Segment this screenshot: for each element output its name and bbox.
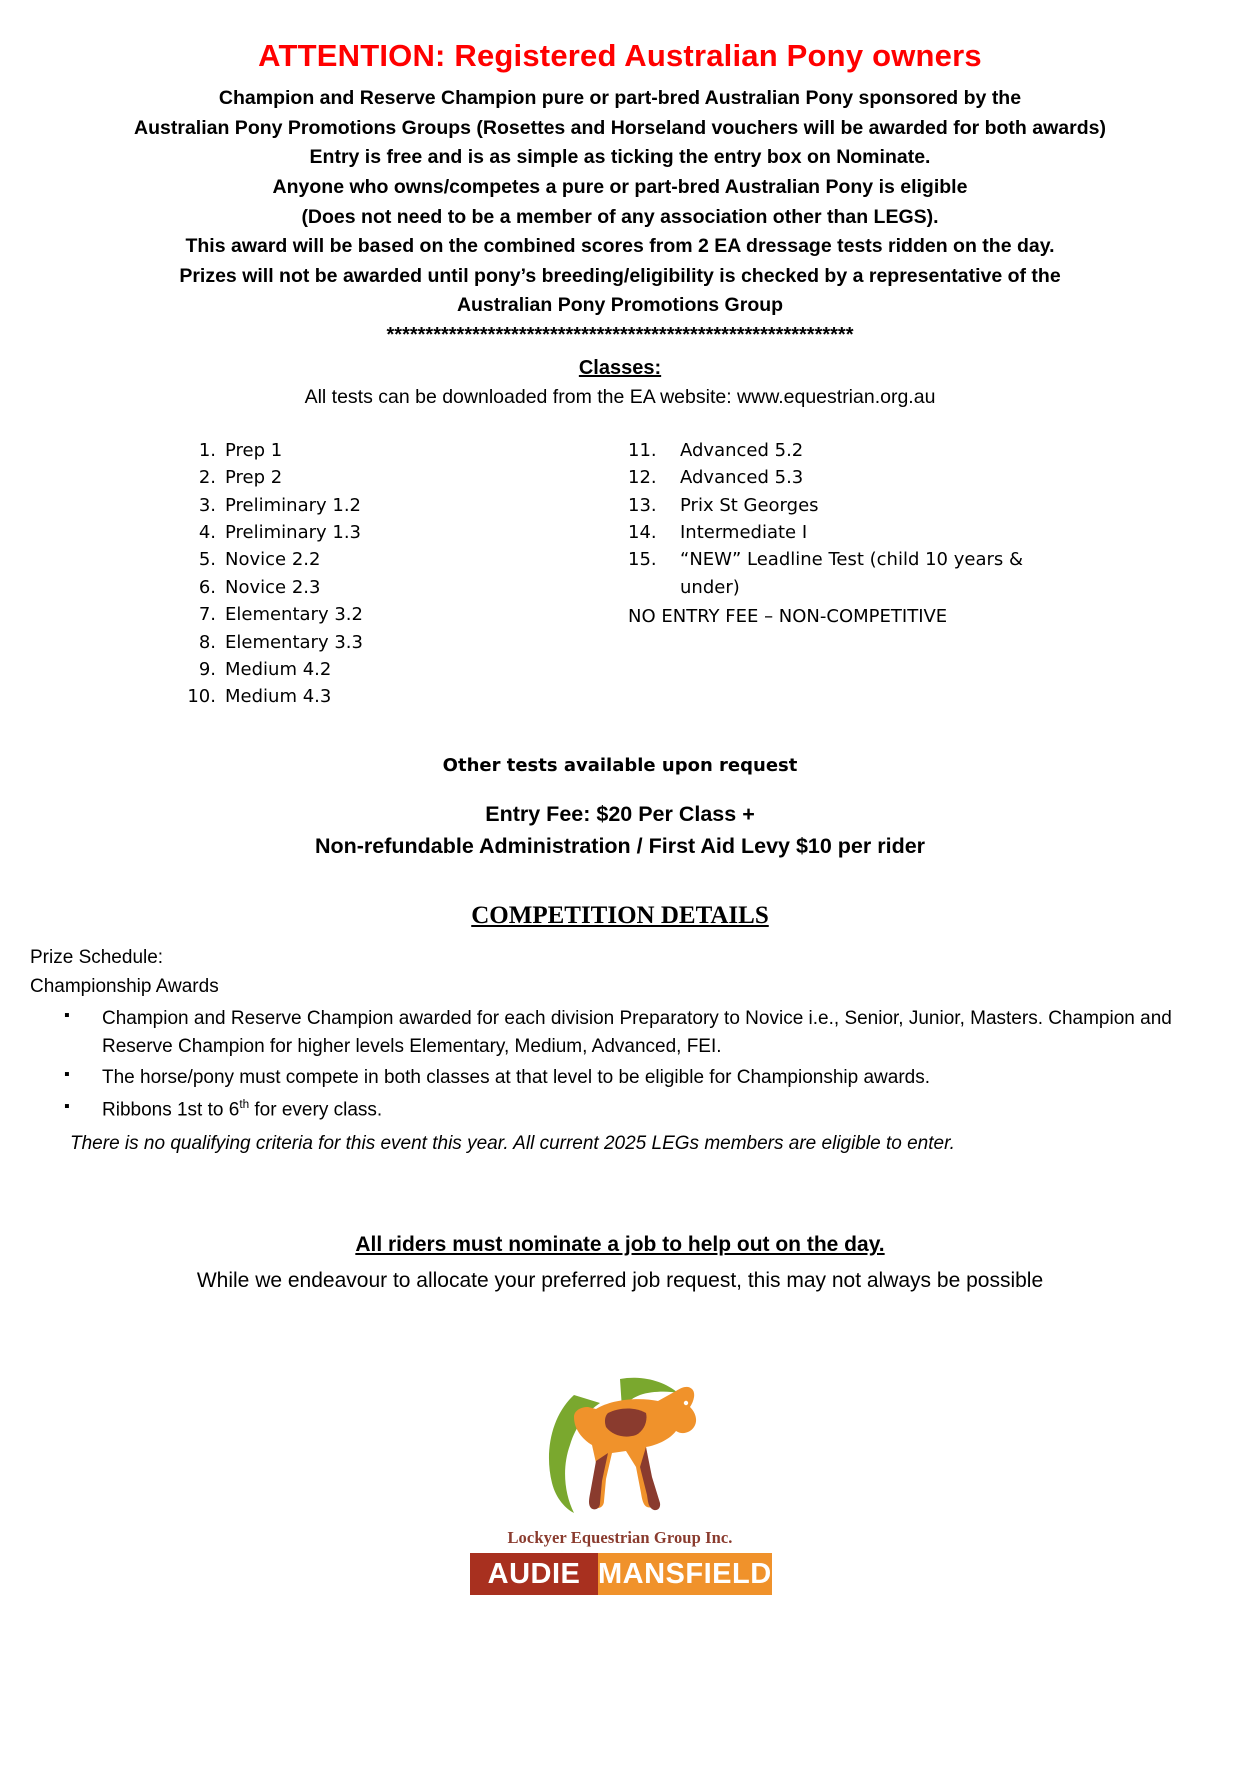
list-item-number: 2. (198, 467, 216, 489)
classes-column-left (170, 437, 600, 711)
list-item: ▪ Champion and Reserve Champion awarded for each division Preparatory to Novice i.e., Senior, Junior, Masters. Champion and Reserve Champion for higher levels Elementary, Medium, Advanced, FEI. (30, 1005, 1240, 1060)
classes-heading: Classes: (578, 357, 662, 379)
qualifying-criteria-note: There is no qualifying criteria for this event this year. All current 2025 LEGs members are eligible to enter. (70, 1132, 955, 1154)
list-item-number: 12. (628, 467, 657, 489)
logo-block (0, 1351, 1240, 1595)
list-item (170, 464, 600, 491)
horse-logo-icon (500, 1351, 740, 1526)
list-item-number: 14. (628, 522, 657, 544)
list-item-number: 1. (198, 440, 216, 461)
list-item-number: 15. (628, 549, 657, 571)
list-item-label: Preliminary 1.2 (225, 494, 361, 516)
list-item-label: Novice 2.2 (225, 549, 321, 571)
list-item (628, 464, 1088, 491)
list-item (170, 519, 600, 546)
classes-columns (0, 437, 1240, 711)
prize-schedule-label: Prize Schedule: (30, 947, 164, 969)
list-item (170, 492, 600, 519)
list-item-number: 11. (628, 440, 657, 461)
list-item-number: 10. (187, 686, 216, 708)
list-item (170, 574, 600, 601)
list-item-number: 4. (198, 522, 216, 544)
list-item-number: 3. (198, 494, 216, 516)
list-item-label: Elementary 3.2 (225, 604, 363, 626)
list-item (170, 683, 600, 710)
list-item (30, 1096, 1240, 1124)
logo-word-audie: AUDIE (470, 1553, 598, 1595)
logo-wordmark (470, 1553, 770, 1595)
list-item-label: Medium 4.2 (225, 658, 332, 680)
intro-line: (Does not need to be a member of any association other than LEGS). (301, 205, 939, 228)
job-nomination-heading: All riders must nominate a job to help out on the day. (355, 1233, 885, 1257)
classes-subtitle: All tests can be downloaded from the EA website: www.equestrian.org.au (304, 386, 936, 408)
list-item-label: Medium 4.3 (225, 686, 332, 708)
list-item (170, 437, 600, 464)
list-item-number: 13. (628, 494, 657, 516)
list-item-number: 8. (198, 631, 216, 653)
list-item (170, 601, 600, 628)
list-item (170, 629, 600, 656)
intro-line: Australian Pony Promotions Groups (Rosettes and Horseland vouchers will be awarded for both awards) (134, 116, 1106, 139)
championship-awards-label: Championship Awards (30, 975, 219, 997)
logo-org-name: Lockyer Equestrian Group Inc. (507, 1528, 733, 1548)
list-item: ▪ The horse/pony must compete in both classes at that level to be eligible for Championship awards. (30, 1064, 1240, 1092)
list-item-label: Preliminary 1.3 (225, 522, 361, 544)
ribbons-prefix: Ribbons 1st to 6 (102, 1099, 240, 1121)
entry-fee-line: Entry Fee: $20 Per Class + (485, 801, 755, 826)
intro-line: Entry is free and is as simple as ticking the entry box on Nominate. (309, 146, 931, 169)
intro-line: Prizes will not be awarded until pony’s breeding/eligibility is checked by a representative of the (179, 264, 1061, 287)
intro-line: Anyone who owns/competes a pure or part-bred Australian Pony is eligible (272, 175, 968, 198)
logo-word-mansfield: MANSFIELD (598, 1553, 772, 1595)
admin-levy-line: Non-refundable Administration / First Aid Levy $10 per rider (314, 833, 926, 858)
classes-column-right (628, 437, 1088, 711)
list-item-label: Advanced 5.2 (680, 440, 804, 461)
list-item-label: Advanced 5.3 (680, 467, 804, 489)
ribbons-suffix: for every class. (249, 1099, 383, 1121)
no-entry-fee-note: NO ENTRY FEE – NON-COMPETITIVE (628, 606, 948, 628)
list-item-label: Prix St Georges (680, 494, 819, 516)
intro-line: Champion and Reserve Champion pure or part-bred Australian Pony sponsored by the (218, 87, 1022, 109)
intro-paragraph (0, 84, 1240, 321)
document-page (0, 38, 1240, 1792)
job-nomination-subtext: While we endeavour to allocate your preferred job request, this may not always be possible (196, 1269, 1044, 1293)
other-tests-note: Other tests available upon request (442, 754, 798, 776)
list-item-number: 7. (198, 604, 216, 626)
entry-fee-block (0, 798, 1240, 863)
ribbons-ordinal-suffix: th (239, 1097, 250, 1111)
list-item-label: Prep 2 (225, 467, 283, 489)
competition-details-heading: COMPETITION DETAILS (471, 902, 769, 930)
championship-awards-list (30, 1005, 1240, 1124)
list-item-number: 6. (198, 576, 216, 598)
page-title: ATTENTION: Registered Australian Pony owners (258, 38, 982, 73)
list-item-number: 5. (198, 549, 216, 571)
list-item-label: “NEW” Leadline Test (child 10 years & under) (680, 549, 1024, 598)
competition-details-body (0, 944, 1240, 1157)
intro-line: Australian Pony Promotions Group (456, 294, 784, 317)
list-item (628, 546, 1088, 601)
list-item-number: 9. (198, 658, 216, 680)
list-item (170, 546, 600, 573)
list-item (628, 492, 1088, 519)
list-item (170, 656, 600, 683)
list-item-label: Prep 1 (225, 440, 283, 461)
list-item-label: Elementary 3.3 (225, 631, 363, 653)
star-divider: ************************************************************ (386, 325, 854, 345)
list-item (628, 519, 1088, 546)
list-item (628, 437, 1088, 464)
list-item-label: Novice 2.3 (225, 576, 321, 598)
intro-line: This award will be based on the combined scores from 2 EA dressage tests ridden on the day. (185, 235, 1055, 258)
list-item-label: Intermediate I (680, 522, 808, 544)
